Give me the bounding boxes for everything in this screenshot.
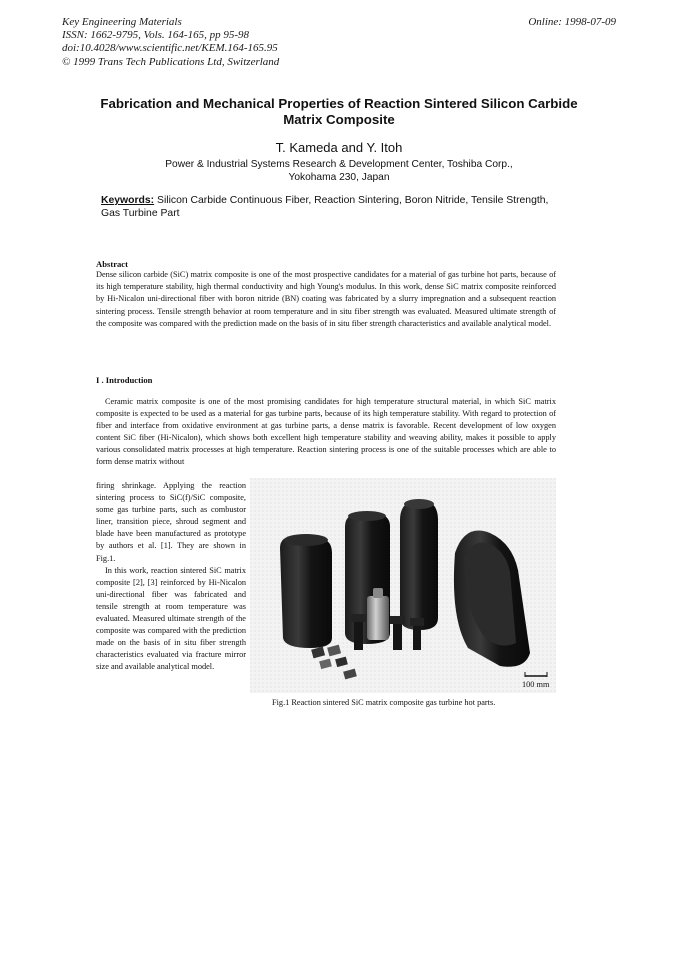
journal-name: Key Engineering Materials [62, 16, 182, 28]
affiliation-line-1: Power & Industrial Systems Research & Development Center, Toshiba Corp., [165, 159, 513, 170]
copyright-line: © 1999 Trans Tech Publications Ltd, Switzerland [62, 55, 280, 68]
keywords-label: Keywords: [101, 195, 155, 206]
affiliation-line-2: Yokohama 230, Japan [288, 171, 390, 183]
affiliation [96, 159, 582, 184]
turbine-parts-illustration [250, 478, 556, 693]
introduction-para2: In this work, reaction sintered SiC matrix composite [2], [3] reinforced by Hi-Nicalon uni-directional fiber was fabricated and tensile strength at room temperature was evaluated. Measured ultimate strength of the composite was compared with the prediction made on the basis of in situ fiber strength characteristics evaluated via fracture mirror size and available analytical model. [96, 565, 246, 672]
combustor-liner-left [280, 534, 332, 648]
abstract-heading: Abstract [96, 259, 128, 269]
introduction-heading: I . Introduction [96, 375, 153, 385]
combustor-liner-tall [400, 499, 438, 630]
doi-link[interactable]: doi:10.4028/www.scientific.net/KEM.164-165.95 [62, 42, 278, 55]
online-date: Online: 1998-07-09 [528, 16, 616, 28]
figure-1-photo [250, 478, 556, 693]
journal-header [62, 16, 279, 69]
keywords-text: Silicon Carbide Continuous Fiber, Reaction Sintering, Boron Nitride, Tensile Strength, Gas Turbine Part [101, 195, 549, 219]
introduction-para1-cont: firing shrinkage. Applying the reaction sintering process to SiC(f)/SiC composite, some gas turbine parts, such as combustor liner, transition piece, shroud segment and blade have been manufactured as prototype by authors et al. [1]. They are shown in Fig.1. [96, 481, 246, 563]
issn-line: ISSN: 1662-9795, Vols. 164-165, pp 95-98 [62, 29, 249, 42]
paper-title: Fabrication and Mechanical Properties of Reaction Sintered Silicon Carbide Matrix Composite [100, 96, 578, 127]
scale-bar-label: 100 mm [522, 680, 550, 689]
introduction-paragraph-full [96, 396, 556, 469]
abstract-text: Dense silicon carbide (SiC) matrix composite is one of the most prospective candidates for a material of gas turbine hot parts, because of its high temperature stability, high thermal conductivity and high Young's modulus. In this work, dense SiC matrix composite reinforced by Hi-Nicalon uni-directional fiber with boron nitride (BN) coating was fabricated by a slurry impregnation and a subsequent reaction sintering process. Tensile strength behavior at room temperature and in situ fiber strength was evaluated. Measured ultimate strength of the composite was compared with the prediction made on the basis of in situ fiber strength characteristics and available analytical model. [96, 270, 556, 328]
figure-1-caption: Fig.1 Reaction sintered SiC matrix composite gas turbine hot parts. [272, 698, 496, 707]
paper-authors: T. Kameda and Y. Itoh [275, 140, 403, 155]
introduction-para1-full: Ceramic matrix composite is one of the most promising candidates for high temperature structural material, in which SiC matrix composite is expected to be used as a material for gas turbine parts, because of its high temperature stability. With regard to protection of fiber and interface from oxidative environment at gas turbine parts, a dense matrix is favorable. Recent development of low oxygen content SiC fiber (Hi-Nicalon), which shows both excellent high temperature stability and weaving ability, makes it possible to apply various consolidated matrix processes at high temperature. Reaction sintering process is one of the suitable processes which are able to form dense matrix without [96, 397, 556, 467]
introduction-column [96, 480, 246, 674]
keywords [101, 195, 553, 220]
